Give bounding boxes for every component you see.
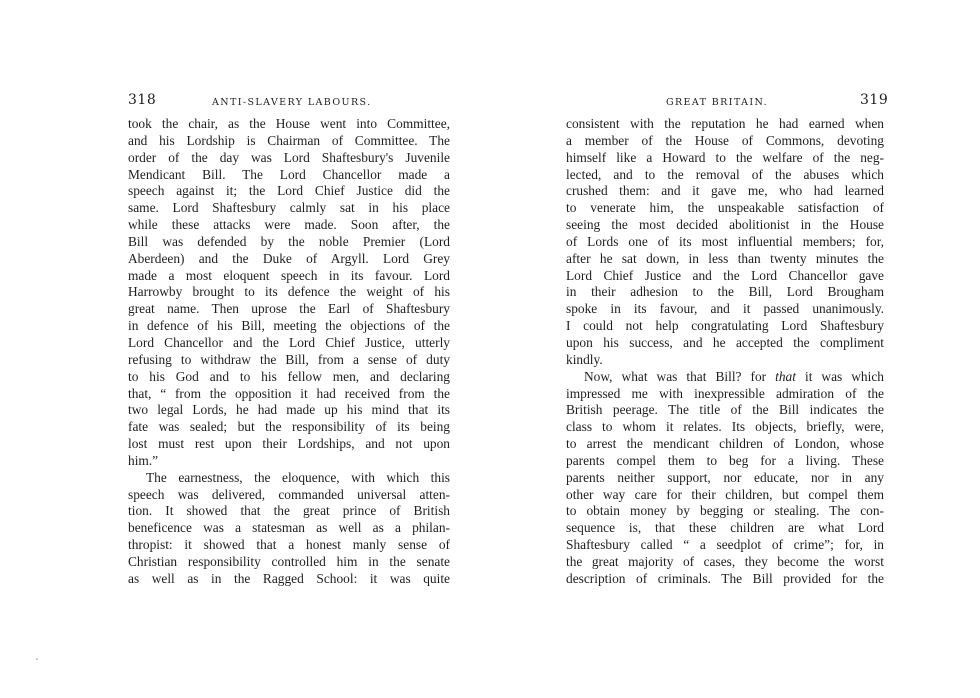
left-page-number: 318 — [128, 92, 157, 108]
text-line: a member of the House of Commons, devoting — [566, 132, 884, 148]
text-line: parents compel them to beg for a living. These — [566, 452, 884, 468]
text-line: thropist: it showed that a honest manly sense of — [128, 537, 450, 553]
right-running-title: GREAT BRITAIN. — [666, 97, 769, 108]
text-line: made a most eloquent speech in its favour. Lord — [128, 267, 450, 283]
text-line: to venerate him, the unspeakable satisfaction of — [566, 200, 884, 216]
text-line: the great majority of cases, they become the worst — [566, 553, 884, 569]
text-line: after he sat down, in less than twenty minutes the — [566, 250, 884, 266]
text-line: Shaftesbury called “ a seedplot of crime”; for, in — [566, 537, 884, 553]
text-line: him.” — [128, 452, 159, 468]
text-line: consistent with the reputation he had earned when — [566, 116, 884, 131]
text-run: Now, what was that Bill? for — [584, 368, 776, 384]
text-line: sequence is, that these children are what Lord — [566, 520, 884, 536]
text-line: British peerage. The title of the Bill indicates the — [566, 402, 884, 418]
left-page-text — [128, 116, 450, 588]
text-line: other way care for their children, but compel them — [566, 486, 884, 502]
text-line: himself like a Howard to the welfare of the neg- — [566, 149, 884, 165]
text-line: parents neither support, nor educate, nor in any — [566, 469, 884, 485]
text-line: of Lords one of its most influential members; for, — [566, 233, 884, 249]
text-line: took the chair, as the House went into Committee, — [128, 116, 450, 131]
text-line: lost must rest upon their Lordships, and not upon — [128, 436, 450, 452]
text-line: crushed them: and it gave me, who had learned — [566, 183, 884, 199]
text-line: lected, and to the removal of the abuses which — [566, 166, 884, 182]
text-line: in defence of his Bill, meeting the objections of the — [128, 318, 450, 334]
text-run: it was which — [795, 368, 884, 384]
text-line: to obtain money by begging or stealing. The con- — [566, 503, 884, 519]
text-line: to his God and to his fellow men, and declaring — [128, 368, 450, 384]
right-page-text — [566, 116, 884, 588]
text-line: description of criminals. The Bill provided for the — [566, 570, 884, 586]
right-page — [490, 0, 980, 698]
text-line: Harrowby brought to its defence the weight of his — [128, 284, 450, 300]
text-line: seeing the most decided abolitionist in the House — [566, 217, 884, 233]
emphasis-that: that — [775, 368, 796, 384]
text-line: great name. Then uprose the Earl of Shaftesbury — [128, 301, 450, 317]
text-line: spoke in its favour, and it passed unanimously. — [566, 301, 884, 317]
text-line: kindly. — [566, 351, 603, 367]
text-line: refusing to withdraw the Bill, from a sense of duty — [128, 351, 450, 367]
text-line: beneficence was a statesman as well as a philan- — [128, 520, 450, 536]
paper-speck — [36, 658, 38, 660]
text-line: tion. It showed that the great prince of British — [128, 503, 450, 519]
text-line: as well as in the Ragged School: it was quite — [128, 570, 450, 586]
text-line: that, “ from the opposition it had received from the — [128, 385, 450, 401]
text-line — [566, 369, 884, 386]
text-line: Lord Chancellor and the Lord Chief Justice, utterly — [128, 334, 450, 350]
text-line: Lord Chief Justice and the Lord Chancellor gave — [566, 267, 884, 283]
text-line: speech was delivered, commanded universal atten- — [128, 486, 450, 502]
text-line: The earnestness, the eloquence, with which this — [146, 469, 450, 485]
text-line: two legal Lords, he had made up his mind that its — [128, 402, 450, 418]
text-line: same. Lord Shaftesbury calmly sat in his place — [128, 200, 450, 216]
text-line: Bill was defended by the noble Premier (Lord — [128, 233, 450, 249]
right-page-number: 319 — [860, 92, 889, 108]
text-line: order of the day was Lord Shaftesbury's Juvenile — [128, 149, 450, 165]
text-line: Aberdeen) and the Duke of Argyll. Lord Grey — [128, 250, 450, 266]
text-line: class to whom it relates. Its objects, briefly, were, — [566, 419, 884, 435]
text-line: Christian responsibility controlled him in the senate — [128, 553, 450, 569]
text-line: impressed me with inexpressible admiration of the — [566, 385, 884, 401]
left-running-title: ANTI-SLAVERY LABOURS. — [212, 97, 372, 108]
text-line: I could not help congratulating Lord Shaftesbury — [566, 318, 884, 334]
text-line: fate was sealed; but the responsibility of its being — [128, 419, 450, 435]
text-line: speech against it; the Lord Chief Justice did the — [128, 183, 450, 199]
text-line: to arrest the mendicant children of London, whose — [566, 436, 884, 452]
text-line: upon his success, and he accepted the compliment — [566, 334, 884, 350]
text-line: Mendicant Bill. The Lord Chancellor made a — [128, 166, 450, 182]
text-line: in their adhesion to the Bill, Lord Brougham — [566, 284, 884, 300]
text-line: while these attacks were made. Soon after, the — [128, 217, 450, 233]
text-line: and his Lordship is Chairman of Committee. The — [128, 132, 450, 148]
